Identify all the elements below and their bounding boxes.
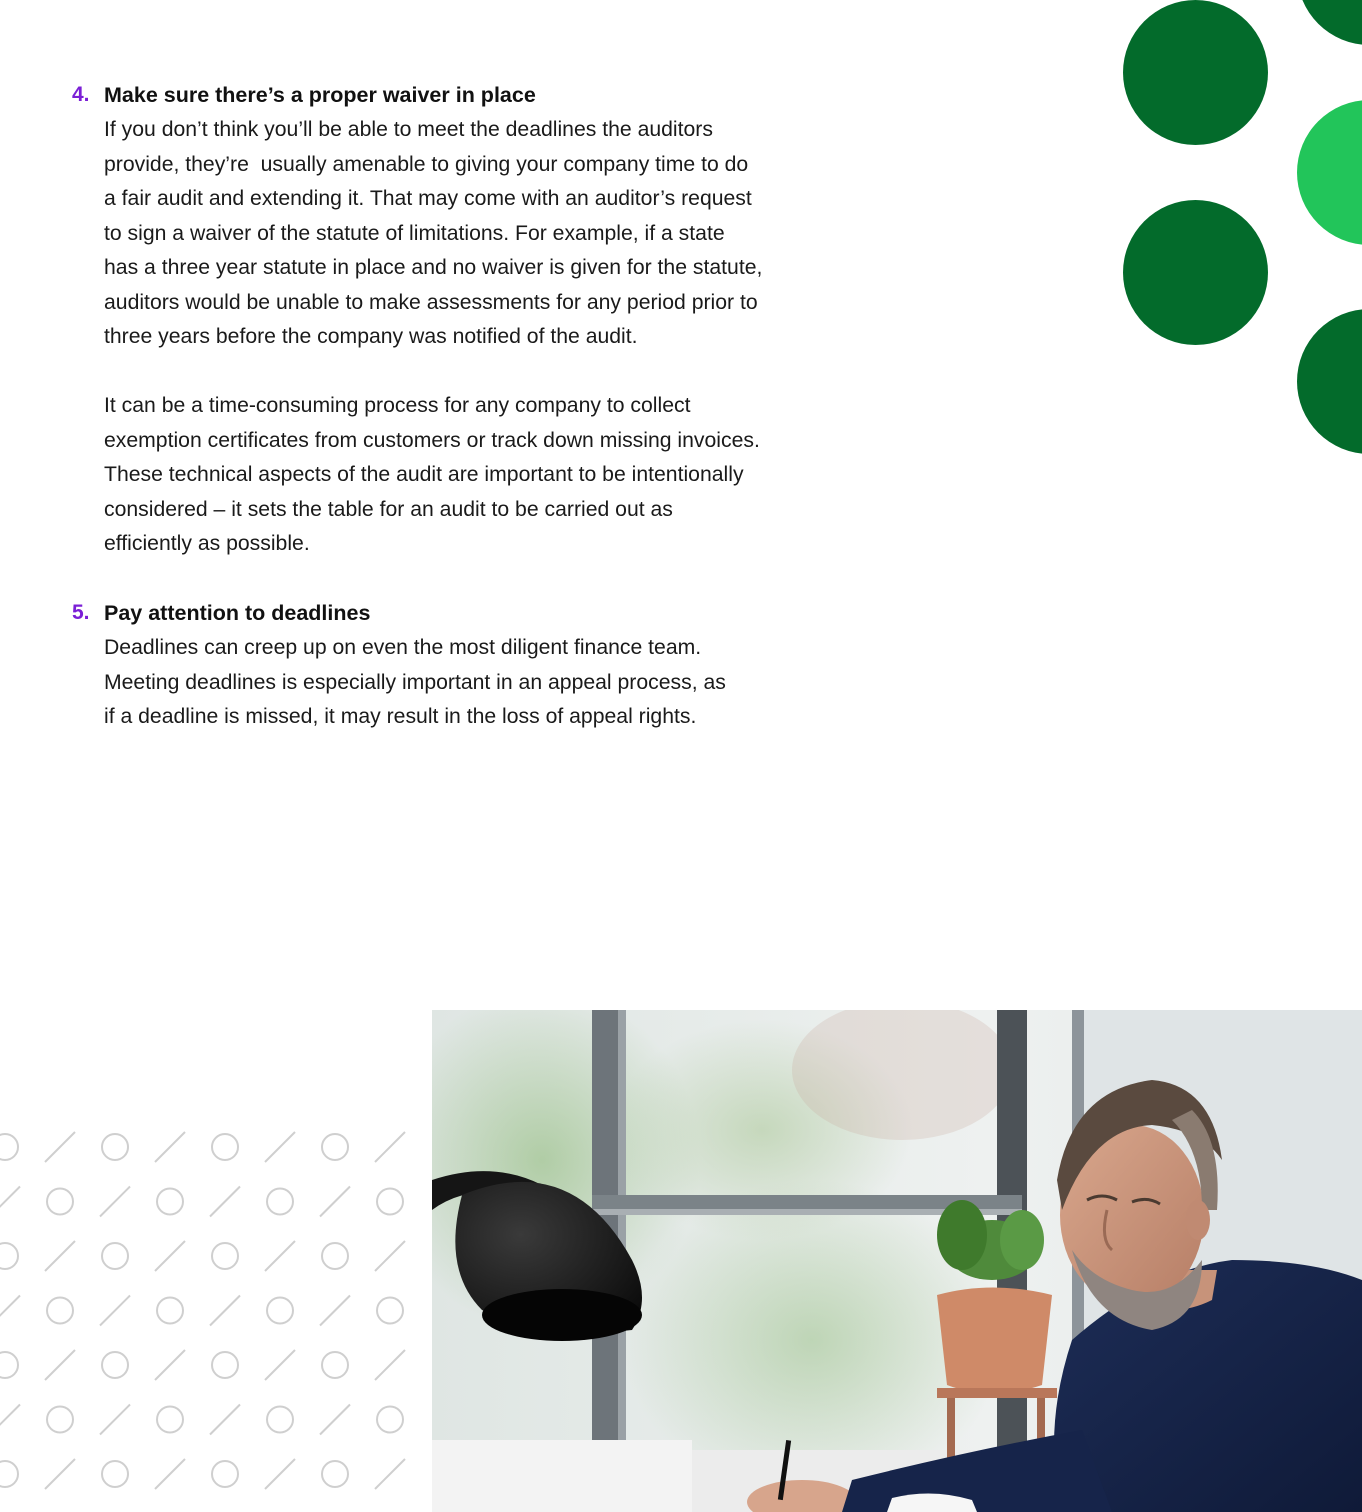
pattern-circle [377, 1298, 403, 1324]
paragraph-line: It can be a time-consuming process for any company to collect [104, 394, 691, 417]
decorative-circle-dark-green [1297, 309, 1362, 454]
pattern-slash [45, 1459, 75, 1489]
pattern-circle [212, 1134, 238, 1160]
man-writing-at-desk-photo [432, 1010, 1362, 1512]
paragraph-line: to sign a waiver of the statute of limitations. For example, if a state [104, 221, 725, 245]
pattern-circle [322, 1134, 348, 1160]
paragraph-line: These technical aspects of the audit are important to be intentionally [104, 463, 744, 486]
paragraph [104, 389, 760, 562]
pattern-circle [322, 1461, 348, 1487]
pattern-circle [212, 1352, 238, 1378]
paragraph-line: three years before the company was notified of the audit. [104, 325, 638, 348]
decorative-circle-dark-green [1123, 200, 1268, 345]
pattern-circle [322, 1352, 348, 1378]
pattern-slash [0, 1296, 20, 1326]
pattern-circle [267, 1298, 293, 1324]
decorative-pattern [0, 1120, 432, 1512]
paragraph-line: has a three year statute in place and no waiver is given for the statute, [104, 256, 763, 279]
pattern-slash [265, 1241, 295, 1271]
pattern-slash [375, 1350, 405, 1380]
paragraph-line: exemption certificates from customers or track down missing invoices. [104, 428, 760, 452]
pattern-slash [45, 1350, 75, 1380]
pattern-slash [375, 1459, 405, 1489]
list-number: 5. [72, 601, 90, 624]
paragraph [104, 113, 762, 355]
pattern-slash [210, 1405, 240, 1435]
pattern-circle [0, 1461, 18, 1487]
pattern-circle [102, 1461, 128, 1487]
pattern-circle [47, 1189, 73, 1215]
pattern-slash [320, 1187, 350, 1217]
pattern-slash [375, 1132, 405, 1162]
pattern-circle [212, 1461, 238, 1487]
pattern-circle [47, 1407, 73, 1433]
pattern-slash [155, 1350, 185, 1380]
pattern-circle [212, 1243, 238, 1269]
pattern-slash [320, 1405, 350, 1435]
pattern-slash [155, 1459, 185, 1489]
paragraph-line: provide, they’re usually amenable to giving your company time to do [104, 152, 749, 176]
pattern-circle [0, 1243, 18, 1269]
paragraph-line: if a deadline is missed, it may result in the loss of appeal rights. [104, 705, 697, 728]
paragraph-line: Meeting deadlines is especially important in an appeal process, as [104, 670, 726, 694]
pattern-slash [265, 1350, 295, 1380]
pattern-circle [0, 1352, 18, 1378]
section-heading: Make sure there’s a proper waiver in place [104, 83, 536, 107]
pattern-slash [100, 1187, 130, 1217]
pattern-circle [267, 1407, 293, 1433]
paragraph-line: considered – it sets the table for an audit to be carried out as [104, 497, 673, 521]
pattern-slash [375, 1241, 405, 1271]
pattern-circle [47, 1298, 73, 1324]
pattern-slash [155, 1241, 185, 1271]
pattern-circle [0, 1134, 18, 1160]
pattern-circle [102, 1134, 128, 1160]
pattern-circle [157, 1189, 183, 1215]
decorative-circle-light-green [1297, 100, 1362, 245]
pattern-slash [265, 1459, 295, 1489]
paragraph [104, 631, 726, 735]
pattern-slash [0, 1187, 20, 1217]
pattern-circle [102, 1243, 128, 1269]
paragraph-line: Deadlines can creep up on even the most diligent finance team. [104, 636, 702, 659]
paragraph-line: If you don’t think you’ll be able to meet the deadlines the auditors [104, 118, 713, 141]
pattern-circle [157, 1298, 183, 1324]
pattern-circle [377, 1189, 403, 1215]
pattern-slash [100, 1296, 130, 1326]
decorative-circle-dark-green [1297, 0, 1362, 45]
pattern-circle [267, 1189, 293, 1215]
pattern-slash [45, 1241, 75, 1271]
pattern-slash [155, 1132, 185, 1162]
pattern-slash [100, 1405, 130, 1435]
pattern-circle [377, 1407, 403, 1433]
pattern-slash [0, 1405, 20, 1435]
paragraph-line: auditors would be unable to make assessments for any period prior to [104, 290, 758, 314]
decorative-circle-dark-green [1123, 0, 1268, 145]
pattern-circle [157, 1407, 183, 1433]
pattern-slash [210, 1187, 240, 1217]
pattern-slash [265, 1132, 295, 1162]
paragraph-line: efficiently as possible. [104, 532, 310, 555]
paragraph-line: a fair audit and extending it. That may come with an auditor’s request [104, 187, 752, 210]
pattern-circle [102, 1352, 128, 1378]
pattern-slash [320, 1296, 350, 1326]
pattern-slash [210, 1296, 240, 1326]
section-heading: Pay attention to deadlines [104, 601, 371, 625]
pattern-slash [45, 1132, 75, 1162]
list-number: 4. [72, 83, 90, 106]
pattern-circle [322, 1243, 348, 1269]
